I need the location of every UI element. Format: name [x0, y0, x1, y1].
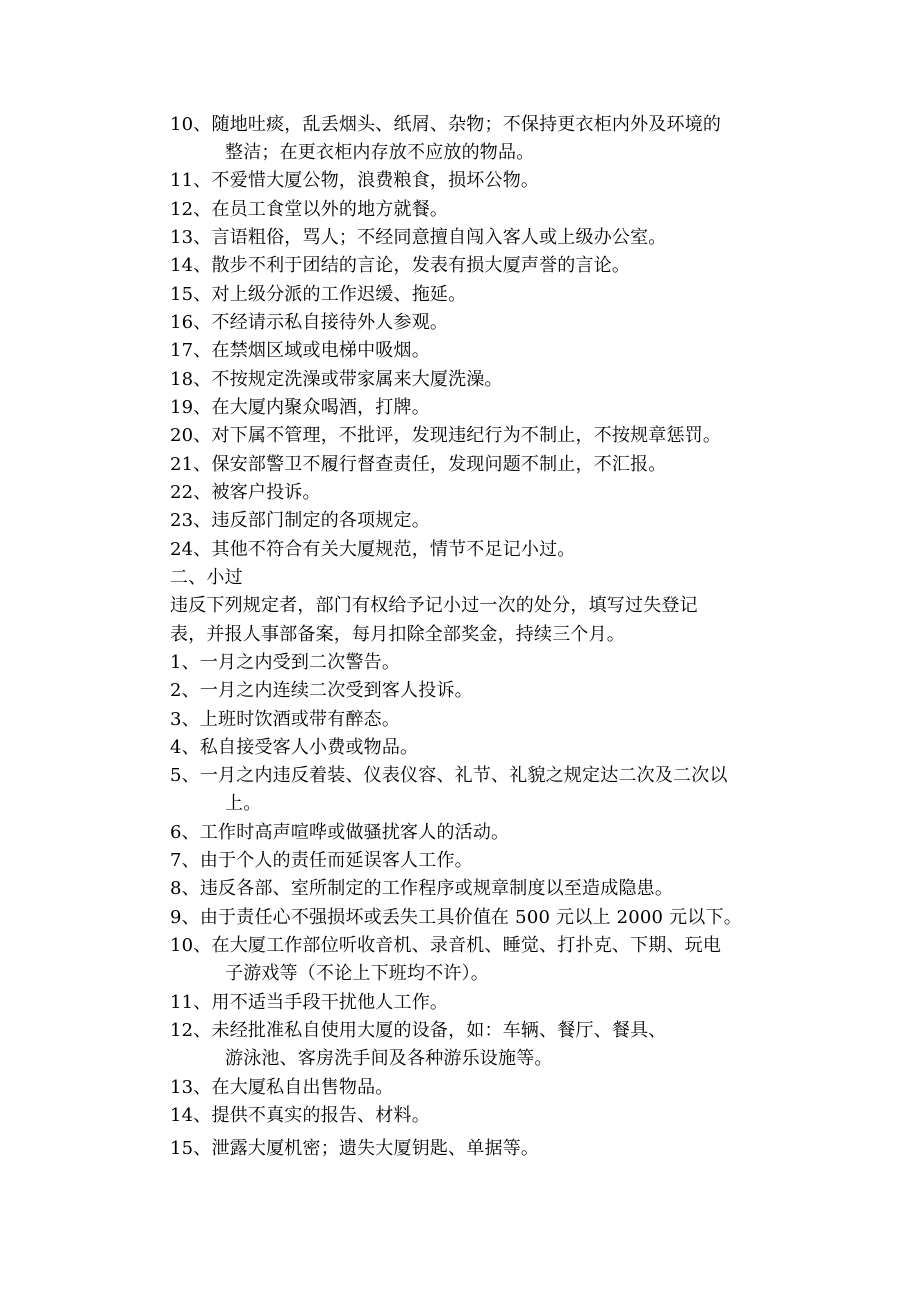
text-line: 15、泄露大厦机密；遗失大厦钥匙、单据等。: [170, 1138, 540, 1159]
text-line: 2、一月之内连续二次受到客人投诉。: [170, 680, 473, 701]
text-line: 9、由于责任心不强损坏或丢失工具价值在 500 元以上 2000 元以下。: [170, 907, 742, 928]
text-line: 24、其他不符合有关大厦规范，情节不足记小过。: [170, 539, 576, 560]
text-line: 11、不爱惜大厦公物，浪费粮食，损坏公物。: [170, 170, 540, 191]
text-line: 10、随地吐痰，乱丢烟头、纸屑、杂物；不保持更衣柜内外及环境的: [170, 114, 722, 135]
text-line: 6、工作时高声喧哗或做骚扰客人的活动。: [170, 822, 510, 843]
text-line: 12、在员工食堂以外的地方就餐。: [170, 199, 449, 220]
text-line: 18、不按规定洗澡或带家属来大厦洗澡。: [170, 369, 503, 390]
text-line: 8、违反各部、室所制定的工作程序或规章制度以至造成隐患。: [170, 878, 674, 899]
text-line: 1、一月之内受到二次警告。: [170, 652, 401, 673]
text-line: 7、由于个人的责任而延误客人工作。: [170, 850, 473, 871]
text-line: 上。: [225, 793, 262, 814]
text-line: 15、对上级分派的工作迟缓、拖延。: [170, 284, 467, 305]
text-line: 23、违反部门制定的各项规定。: [170, 510, 430, 531]
text-line: 13、言语粗俗，骂人；不经同意擅自闯入客人或上级办公室。: [170, 227, 667, 248]
text-line: 14、散步不利于团结的言论，发表有损大厦声誉的言论。: [170, 255, 631, 276]
section-heading: 二、小过: [170, 567, 243, 588]
text-line: 21、保安部警卫不履行督查责任，发现问题不制止，不汇报。: [170, 454, 667, 475]
text-line: 12、未经批准私自使用大厦的设备，如：车辆、餐厅、餐具、: [170, 1020, 667, 1041]
text-line: 游泳池、客房洗手间及各种游乐设施等。: [225, 1048, 553, 1069]
text-line: 16、不经请示私自接待外人参观。: [170, 312, 449, 333]
text-line: 违反下列规定者，部门有权给予记小过一次的处分，填写过失登记: [170, 595, 698, 616]
text-line: 14、提供不真实的报告、材料。: [170, 1105, 430, 1126]
text-line: 20、对下属不管理，不批评，发现违纪行为不制止，不按规章惩罚。: [170, 425, 722, 446]
text-line: 11、用不适当手段干扰他人工作。: [170, 992, 449, 1013]
text-line: 4、私自接受客人小费或物品。: [170, 737, 419, 758]
text-line: 22、被客户投诉。: [170, 482, 321, 503]
text-line: 3、上班时饮酒或带有醉态。: [170, 709, 401, 730]
text-line: 13、在大厦私自出售物品。: [170, 1077, 394, 1098]
text-line: 5、一月之内违反着装、仪表仪容、礼节、礼貌之规定达二次及二次以: [170, 765, 728, 786]
text-line: 子游戏等（不论上下班均不许）。: [225, 963, 489, 984]
text-line: 表，并报人事部备案，每月扣除全部奖金，持续三个月。: [170, 624, 625, 645]
text-line: 19、在大厦内聚众喝酒，打牌。: [170, 397, 430, 418]
text-line: 整洁；在更衣柜内存放不应放的物品。: [225, 142, 535, 163]
text-line: 17、在禁烟区域或电梯中吸烟。: [170, 340, 430, 361]
text-line: 10、在大厦工作部位听收音机、录音机、睡觉、打扑克、下期、玩电: [170, 935, 722, 956]
